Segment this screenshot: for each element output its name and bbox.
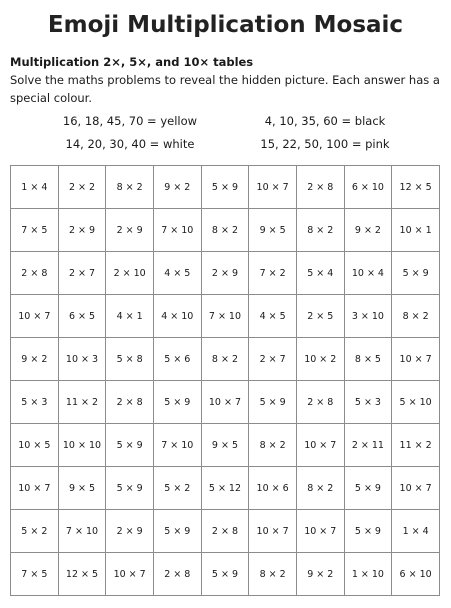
mosaic-cell[interactable]: 10 × 7 (392, 467, 440, 510)
mosaic-cell[interactable]: 8 × 2 (296, 209, 344, 252)
mosaic-cell[interactable]: 10 × 7 (106, 553, 154, 596)
mosaic-cell[interactable]: 2 × 9 (106, 510, 154, 553)
mosaic-cell[interactable]: 9 × 5 (201, 424, 249, 467)
mosaic-cell[interactable]: 5 × 9 (201, 166, 249, 209)
colour-key-white: 14, 20, 30, 40 = white (65, 137, 195, 151)
mosaic-cell[interactable]: 5 × 9 (392, 252, 440, 295)
mosaic-cell[interactable]: 10 × 6 (249, 467, 297, 510)
mosaic-cell[interactable]: 7 × 10 (153, 424, 201, 467)
mosaic-row (11, 467, 440, 510)
page-title: Emoji Multiplication Mosaic (47, 12, 404, 38)
mosaic-cell[interactable]: 9 × 2 (153, 166, 201, 209)
mosaic-cell[interactable]: 2 × 2 (58, 166, 106, 209)
mosaic-cell[interactable]: 11 × 2 (58, 381, 106, 424)
mosaic-cell[interactable]: 5 × 12 (201, 467, 249, 510)
instructions-text: Solve the maths problems to reveal the hidden picture. Each answer has a special colour. (10, 73, 440, 105)
mosaic-cell[interactable]: 5 × 3 (11, 381, 59, 424)
mosaic-cell[interactable]: 5 × 9 (344, 467, 392, 510)
mosaic-cell[interactable]: 8 × 2 (201, 209, 249, 252)
mosaic-cell[interactable]: 8 × 2 (392, 295, 440, 338)
mosaic-row (11, 166, 440, 209)
mosaic-cell[interactable]: 6 × 5 (58, 295, 106, 338)
mosaic-row (11, 252, 440, 295)
mosaic-cell[interactable]: 5 × 2 (11, 510, 59, 553)
mosaic-cell[interactable]: 1 × 4 (11, 166, 59, 209)
mosaic-cell[interactable]: 8 × 2 (249, 424, 297, 467)
mosaic-cell[interactable]: 10 × 7 (249, 510, 297, 553)
worksheet-subtitle: Multiplication 2×, 5×, and 10× tables (10, 55, 254, 69)
mosaic-cell[interactable]: 5 × 3 (344, 381, 392, 424)
mosaic-cell[interactable]: 10 × 7 (201, 381, 249, 424)
colour-key-black: 4, 10, 35, 60 = black (264, 114, 386, 128)
mosaic-cell[interactable]: 10 × 1 (392, 209, 440, 252)
mosaic-cell[interactable]: 5 × 6 (153, 338, 201, 381)
mosaic-cell[interactable]: 2 × 8 (296, 166, 344, 209)
mosaic-cell[interactable]: 2 × 8 (106, 381, 154, 424)
mosaic-cell[interactable]: 10 × 7 (392, 338, 440, 381)
mosaic-cell[interactable]: 10 × 7 (11, 295, 59, 338)
mosaic-cell[interactable]: 4 × 5 (249, 295, 297, 338)
mosaic-cell[interactable]: 5 × 9 (201, 553, 249, 596)
mosaic-cell[interactable]: 6 × 10 (344, 166, 392, 209)
mosaic-cell[interactable]: 11 × 2 (392, 424, 440, 467)
mosaic-cell[interactable]: 9 × 2 (11, 338, 59, 381)
mosaic-cell[interactable]: 1 × 4 (392, 510, 440, 553)
mosaic-row (11, 424, 440, 467)
mosaic-cell[interactable]: 10 × 10 (58, 424, 106, 467)
mosaic-cell[interactable]: 10 × 5 (11, 424, 59, 467)
mosaic-grid (10, 165, 440, 596)
mosaic-cell[interactable]: 2 × 9 (201, 252, 249, 295)
mosaic-cell[interactable]: 7 × 5 (11, 553, 59, 596)
mosaic-cell[interactable]: 10 × 7 (249, 166, 297, 209)
mosaic-cell[interactable]: 5 × 9 (249, 381, 297, 424)
mosaic-cell[interactable]: 7 × 10 (58, 510, 106, 553)
mosaic-cell[interactable]: 9 × 5 (249, 209, 297, 252)
mosaic-cell[interactable]: 10 × 4 (344, 252, 392, 295)
mosaic-cell[interactable]: 2 × 5 (296, 295, 344, 338)
mosaic-cell[interactable]: 8 × 2 (296, 467, 344, 510)
mosaic-cell[interactable]: 9 × 5 (58, 467, 106, 510)
mosaic-cell[interactable]: 7 × 10 (153, 209, 201, 252)
mosaic-cell[interactable]: 2 × 9 (106, 209, 154, 252)
mosaic-cell[interactable]: 2 × 10 (106, 252, 154, 295)
mosaic-cell[interactable]: 5 × 9 (106, 467, 154, 510)
colour-key-pink: 15, 22, 50, 100 = pink (260, 137, 390, 151)
mosaic-cell[interactable]: 10 × 7 (11, 467, 59, 510)
mosaic-cell[interactable]: 5 × 9 (153, 381, 201, 424)
mosaic-row (11, 338, 440, 381)
mosaic-cell[interactable]: 7 × 10 (201, 295, 249, 338)
mosaic-cell[interactable]: 7 × 2 (249, 252, 297, 295)
mosaic-cell[interactable]: 2 × 8 (153, 553, 201, 596)
mosaic-cell[interactable]: 4 × 1 (106, 295, 154, 338)
mosaic-cell[interactable]: 5 × 9 (344, 510, 392, 553)
mosaic-row (11, 553, 440, 596)
mosaic-grid-body (11, 166, 440, 596)
mosaic-cell[interactable]: 12 × 5 (392, 166, 440, 209)
mosaic-cell[interactable]: 5 × 4 (296, 252, 344, 295)
mosaic-row (11, 209, 440, 252)
mosaic-cell[interactable]: 1 × 10 (344, 553, 392, 596)
mosaic-cell[interactable]: 8 × 2 (106, 166, 154, 209)
mosaic-cell[interactable]: 4 × 5 (153, 252, 201, 295)
mosaic-cell[interactable]: 12 × 5 (58, 553, 106, 596)
mosaic-cell[interactable]: 9 × 2 (344, 209, 392, 252)
mosaic-cell[interactable]: 10 × 7 (296, 510, 344, 553)
mosaic-cell[interactable]: 5 × 10 (392, 381, 440, 424)
mosaic-cell[interactable]: 6 × 10 (392, 553, 440, 596)
mosaic-cell[interactable]: 8 × 2 (249, 553, 297, 596)
mosaic-cell[interactable]: 2 × 11 (344, 424, 392, 467)
mosaic-cell[interactable]: 2 × 9 (58, 209, 106, 252)
mosaic-cell[interactable]: 9 × 2 (296, 553, 344, 596)
mosaic-cell[interactable]: 2 × 8 (201, 510, 249, 553)
mosaic-cell[interactable]: 2 × 7 (58, 252, 106, 295)
mosaic-cell[interactable]: 10 × 7 (296, 424, 344, 467)
mosaic-row (11, 295, 440, 338)
mosaic-cell[interactable]: 10 × 3 (58, 338, 106, 381)
colour-key-yellow: 16, 18, 45, 70 = yellow (62, 114, 198, 128)
mosaic-cell[interactable]: 5 × 2 (153, 467, 201, 510)
mosaic-cell[interactable]: 8 × 5 (344, 338, 392, 381)
mosaic-cell[interactable]: 3 × 10 (344, 295, 392, 338)
mosaic-cell[interactable]: 2 × 7 (249, 338, 297, 381)
mosaic-cell[interactable]: 8 × 2 (201, 338, 249, 381)
mosaic-cell[interactable]: 5 × 8 (106, 338, 154, 381)
mosaic-cell[interactable]: 5 × 9 (153, 510, 201, 553)
mosaic-row (11, 381, 440, 424)
mosaic-cell[interactable]: 2 × 8 (296, 381, 344, 424)
mosaic-cell[interactable]: 2 × 8 (11, 252, 59, 295)
mosaic-cell[interactable]: 10 × 2 (296, 338, 344, 381)
mosaic-cell[interactable]: 4 × 10 (153, 295, 201, 338)
mosaic-cell[interactable]: 7 × 5 (11, 209, 59, 252)
mosaic-row (11, 510, 440, 553)
mosaic-cell[interactable]: 5 × 9 (106, 424, 154, 467)
